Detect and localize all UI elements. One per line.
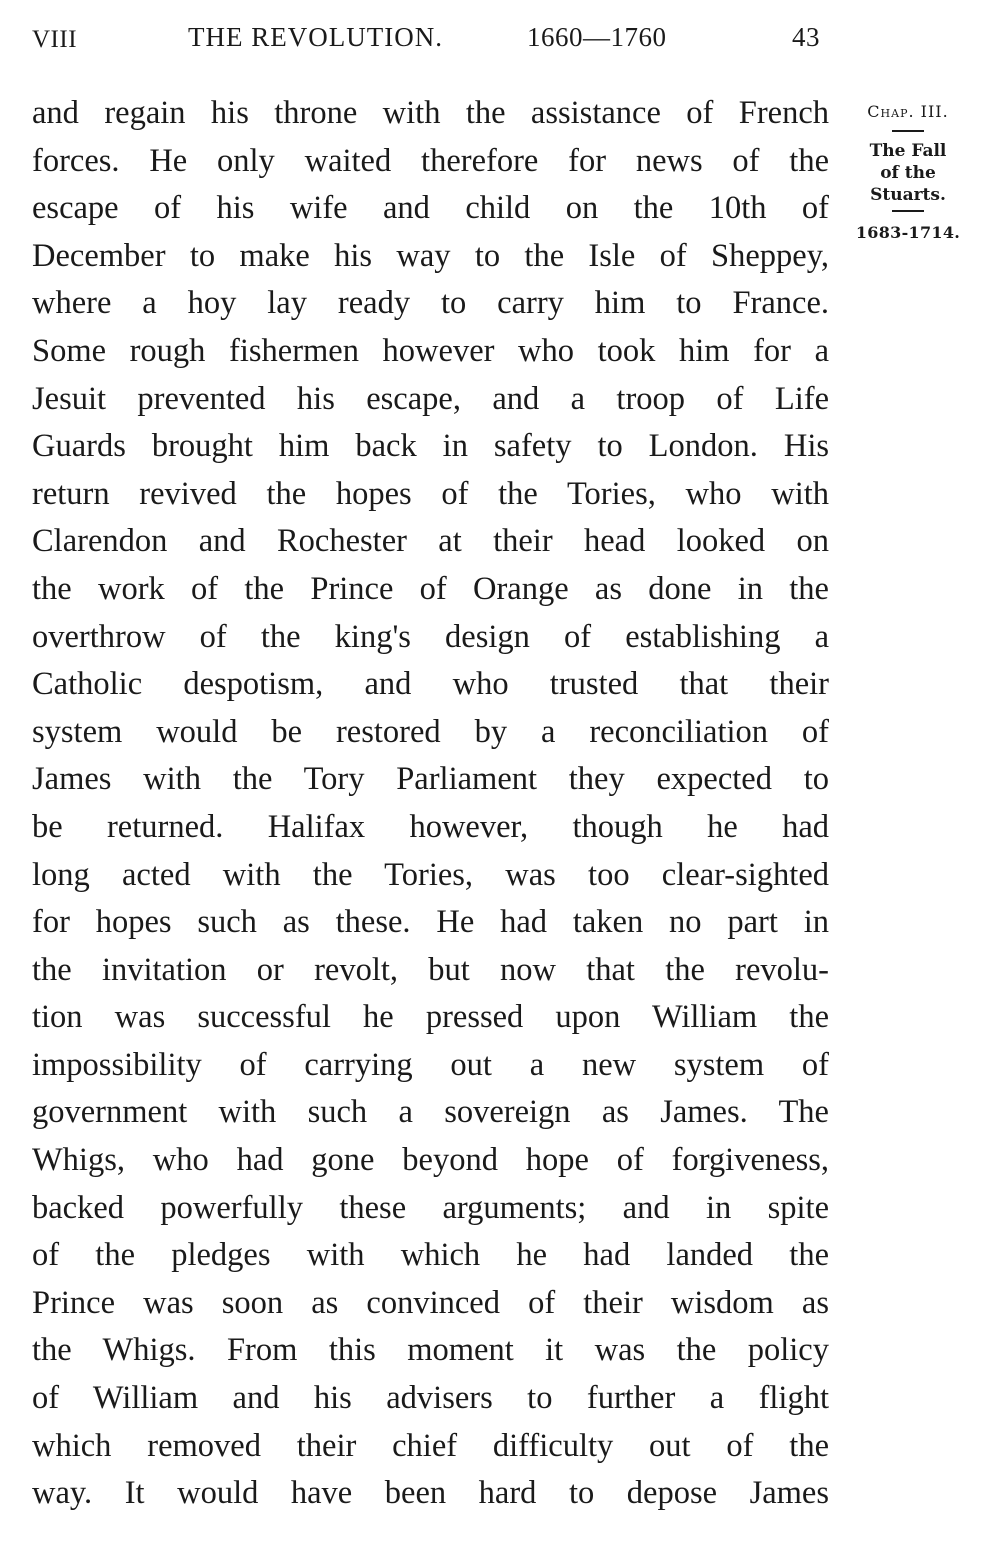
text-line: James with the Tory Parliament they expected to (32, 761, 829, 798)
text-line: return revived the hopes of the Tories, who with (32, 475, 829, 512)
text-line: be returned. Halifax however, though he had (32, 808, 829, 845)
text-line: impossibility of carrying out a new system of (32, 1046, 829, 1083)
text-line: the work of the Prince of Orange as done in the (32, 570, 829, 607)
text-line: of the pledges with which he had landed the (32, 1237, 829, 1274)
side-note-topic-line-2: of the (880, 163, 936, 183)
text-line: long acted with the Tories, was too clear-sighted (32, 856, 829, 893)
text-line: system would be restored by a reconciliation of (32, 713, 829, 750)
text-line: where a hoy lay ready to carry him to France. (32, 285, 829, 322)
side-note-topic-line-3: Stuarts. (870, 185, 946, 205)
text-line: of William and his advisers to further a flight (32, 1380, 829, 1417)
body-text (32, 90, 829, 1518)
running-years: 1660—1760 (527, 22, 667, 52)
text-line: Prince was soon as convinced of their wisdom as (32, 1284, 829, 1321)
side-note-rule (892, 210, 924, 212)
side-note-dates: 1683-1714. (855, 223, 961, 242)
text-line: overthrow of the king's design of establishing a (32, 618, 829, 655)
text-line: Catholic despotism, and who trusted that their (32, 666, 829, 703)
text-line: way. It would have been hard to depose James (32, 1475, 829, 1512)
side-note-chapter: Chap. III. (867, 102, 949, 121)
text-line: and regain his throne with the assistance of French (32, 95, 829, 131)
text-line: tion was successful he pressed upon William the (32, 999, 829, 1036)
text-line: December to make his way to the Isle of Sheppey, (32, 237, 829, 274)
text-line: Jesuit prevented his escape, and a troop of Life (32, 380, 829, 417)
running-header (32, 22, 832, 58)
text-line: backed powerfully these arguments; and in spite (32, 1189, 829, 1226)
text-line: Whigs, who had gone beyond hope of forgiveness, (32, 1142, 829, 1179)
text-line: the Whigs. From this moment it was the policy (32, 1332, 829, 1369)
side-note-topic-line-1: The Fall (869, 141, 947, 161)
text-line: the invitation or revolt, but now that the revolu- (32, 951, 829, 988)
running-title: THE REVOLUTION. (188, 22, 443, 52)
text-line: Clarendon and Rochester at their head looked on (32, 523, 829, 560)
section-numeral: VIII (32, 26, 78, 53)
text-line: forces. He only waited therefore for news of the (32, 142, 829, 179)
side-note-rule (892, 130, 924, 132)
margin-side-notes (848, 100, 968, 244)
page-number: 43 (792, 22, 820, 52)
text-line: government with such a sovereign as James. The (32, 1094, 829, 1131)
text-line: Some rough fishermen however who took him for a (32, 332, 829, 369)
text-line: for hopes such as these. He had taken no part in (32, 904, 829, 941)
text-line: which removed their chief difficulty out of the (32, 1427, 829, 1464)
text-line: escape of his wife and child on the 10th of (32, 190, 829, 227)
text-line: Guards brought him back in safety to London. His (32, 428, 829, 465)
